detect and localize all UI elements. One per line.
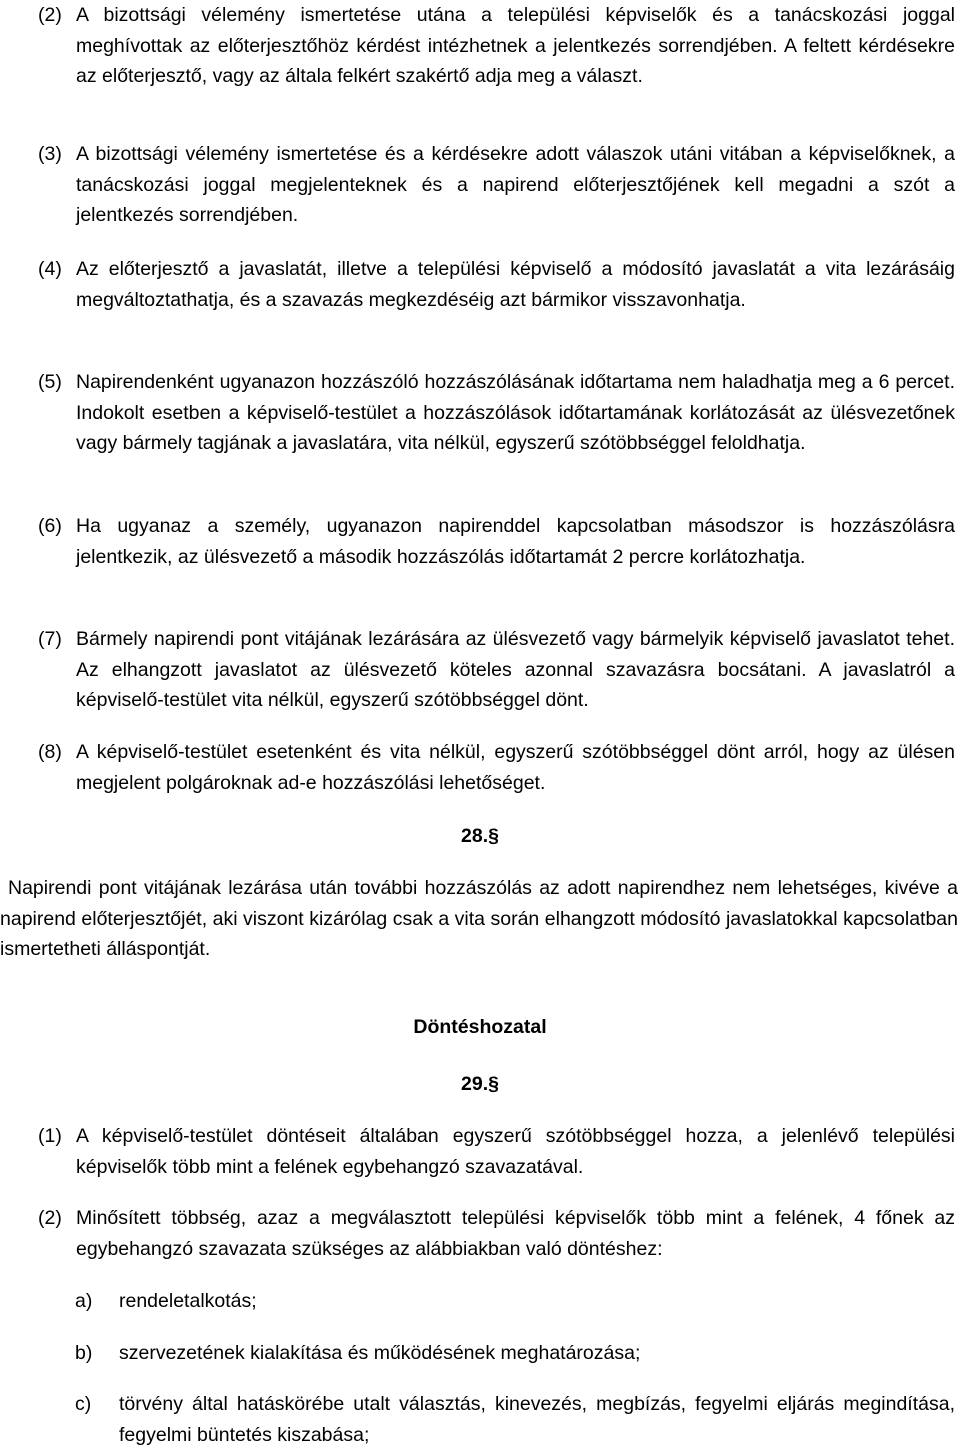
paragraph-text: Napirendi pont vitájának lezárása után további hozzászólás az adott napirendhez nem lehetséges, kivéve a napirend előterjesztőjét, aki viszont kizárólag csak a vita során elhangzott módosító javaslatokkal kapcsolatban ismertetheti álláspontját. (0, 877, 958, 961)
paragraph-number: (4) (38, 258, 62, 280)
paragraph-text: Az előterjesztő a javaslatát, illetve a települési képviselő a módosító javaslatát a vita lezárásáig megváltoztathatja, és a szavazás megkezdéséig azt bármikor visszavonhatja. (76, 258, 955, 311)
paragraph-text: A bizottsági vélemény ismertetése utána a települési képviselők és a tanácskozási joggal meghívottak az előterjesztőhöz kérdést intézhetnek a jelentkezés sorrendjében. A feltett kérdésekre az előterjesztő, vagy az általa felkért szakértő adja meg a választ. (76, 4, 955, 88)
list-item-letter: a) (75, 1290, 93, 1312)
list-item-letter: c) (75, 1393, 92, 1415)
paragraph-2 (38, 0, 955, 92)
paragraph-number: (2) (38, 1207, 62, 1229)
list-item-text: rendeletalkotás; (119, 1290, 257, 1312)
section-number-28 (0, 821, 960, 852)
section-number: 29. (461, 1073, 489, 1095)
paragraph-4 (38, 254, 955, 315)
paragraph-number: (8) (38, 741, 62, 763)
section-heading: Döntéshozatal (413, 1016, 547, 1038)
section-number: 28. (461, 825, 489, 847)
paragraph-29-1 (38, 1121, 955, 1182)
section-sign-icon: § (488, 825, 499, 847)
paragraph-5 (38, 367, 955, 459)
paragraph-8 (38, 737, 955, 798)
list-item-text: törvény által hatáskörébe utalt választás, kinevezés, megbízás, fegyelmi eljárás megindítása, fegyelmi büntetés kiszabása; (119, 1393, 955, 1446)
heading-decision-making (0, 1012, 960, 1043)
list-item-c (75, 1389, 955, 1450)
paragraph-text: A bizottsági vélemény ismertetése és a kérdésekre adott válaszok utáni vitában a képviselőknek, a tanácskozási joggal megjelenteknek és a napirend előterjesztőjének kell megadni a szót a jelentkezés sorrendjében. (76, 143, 955, 227)
paragraph-text: A képviselő-testület döntéseit általában egyszerű szótöbbséggel hozza, a jelenlévő települési képviselők több mint a felének egybehangzó szavazatával. (76, 1125, 955, 1178)
paragraph-number: (5) (38, 371, 62, 393)
list-item-b (75, 1338, 955, 1369)
paragraph-text: Ha ugyanaz a személy, ugyanazon napirenddel kapcsolatban másodszor is hozzászólásra jelentkezik, az ülésvezető a második hozzászólás időtartamát 2 percre korlátozhatja. (76, 515, 955, 568)
section-28-paragraph (0, 873, 958, 965)
paragraph-7 (38, 624, 955, 716)
paragraph-number: (6) (38, 515, 62, 537)
list-item-letter: b) (75, 1342, 93, 1364)
paragraph-number: (1) (38, 1125, 62, 1147)
paragraph-text: A képviselő-testület esetenként és vita nélkül, egyszerű szótöbbséggel dönt arról, hogy az ülésen megjelent polgároknak ad-e hozzászólási lehetőséget. (76, 741, 955, 794)
paragraph-29-2 (38, 1203, 955, 1264)
list-item-a (75, 1286, 955, 1317)
paragraph-text: Minősített többség, azaz a megválasztott települési képviselők több mint a felének, 4 főnek az egybehangzó szavazata szükséges az alábbiakban való döntéshez: (76, 1207, 955, 1260)
paragraph-6 (38, 511, 955, 572)
paragraph-number: (2) (38, 4, 62, 26)
paragraph-text: Bármely napirendi pont vitájának lezárására az ülésvezető vagy bármelyik képviselő javaslatot tehet. Az elhangzott javaslatot az ülésvezető köteles azonnal szavazásra bocsátani. A javaslatról a képviselő-testület vita nélkül, egyszerű szótöbbséggel dönt. (76, 628, 955, 712)
paragraph-number: (3) (38, 143, 62, 165)
paragraph-3 (38, 139, 955, 231)
paragraph-text: Napirendenként ugyanazon hozzászóló hozzászólásának időtartama nem haladhatja meg a 6 percet. Indokolt esetben a képviselő-testület a hozzászólások időtartamának korlátozását az ülésvezetőnek vagy bármely tagjának a javaslatára, vita nélkül, egyszerű szótöbbséggel feloldhatja. (76, 371, 955, 455)
list-item-text: szervezetének kialakítása és működésének meghatározása; (119, 1342, 641, 1364)
paragraph-number: (7) (38, 628, 62, 650)
section-sign-icon: § (488, 1073, 499, 1095)
section-number-29 (0, 1069, 960, 1100)
